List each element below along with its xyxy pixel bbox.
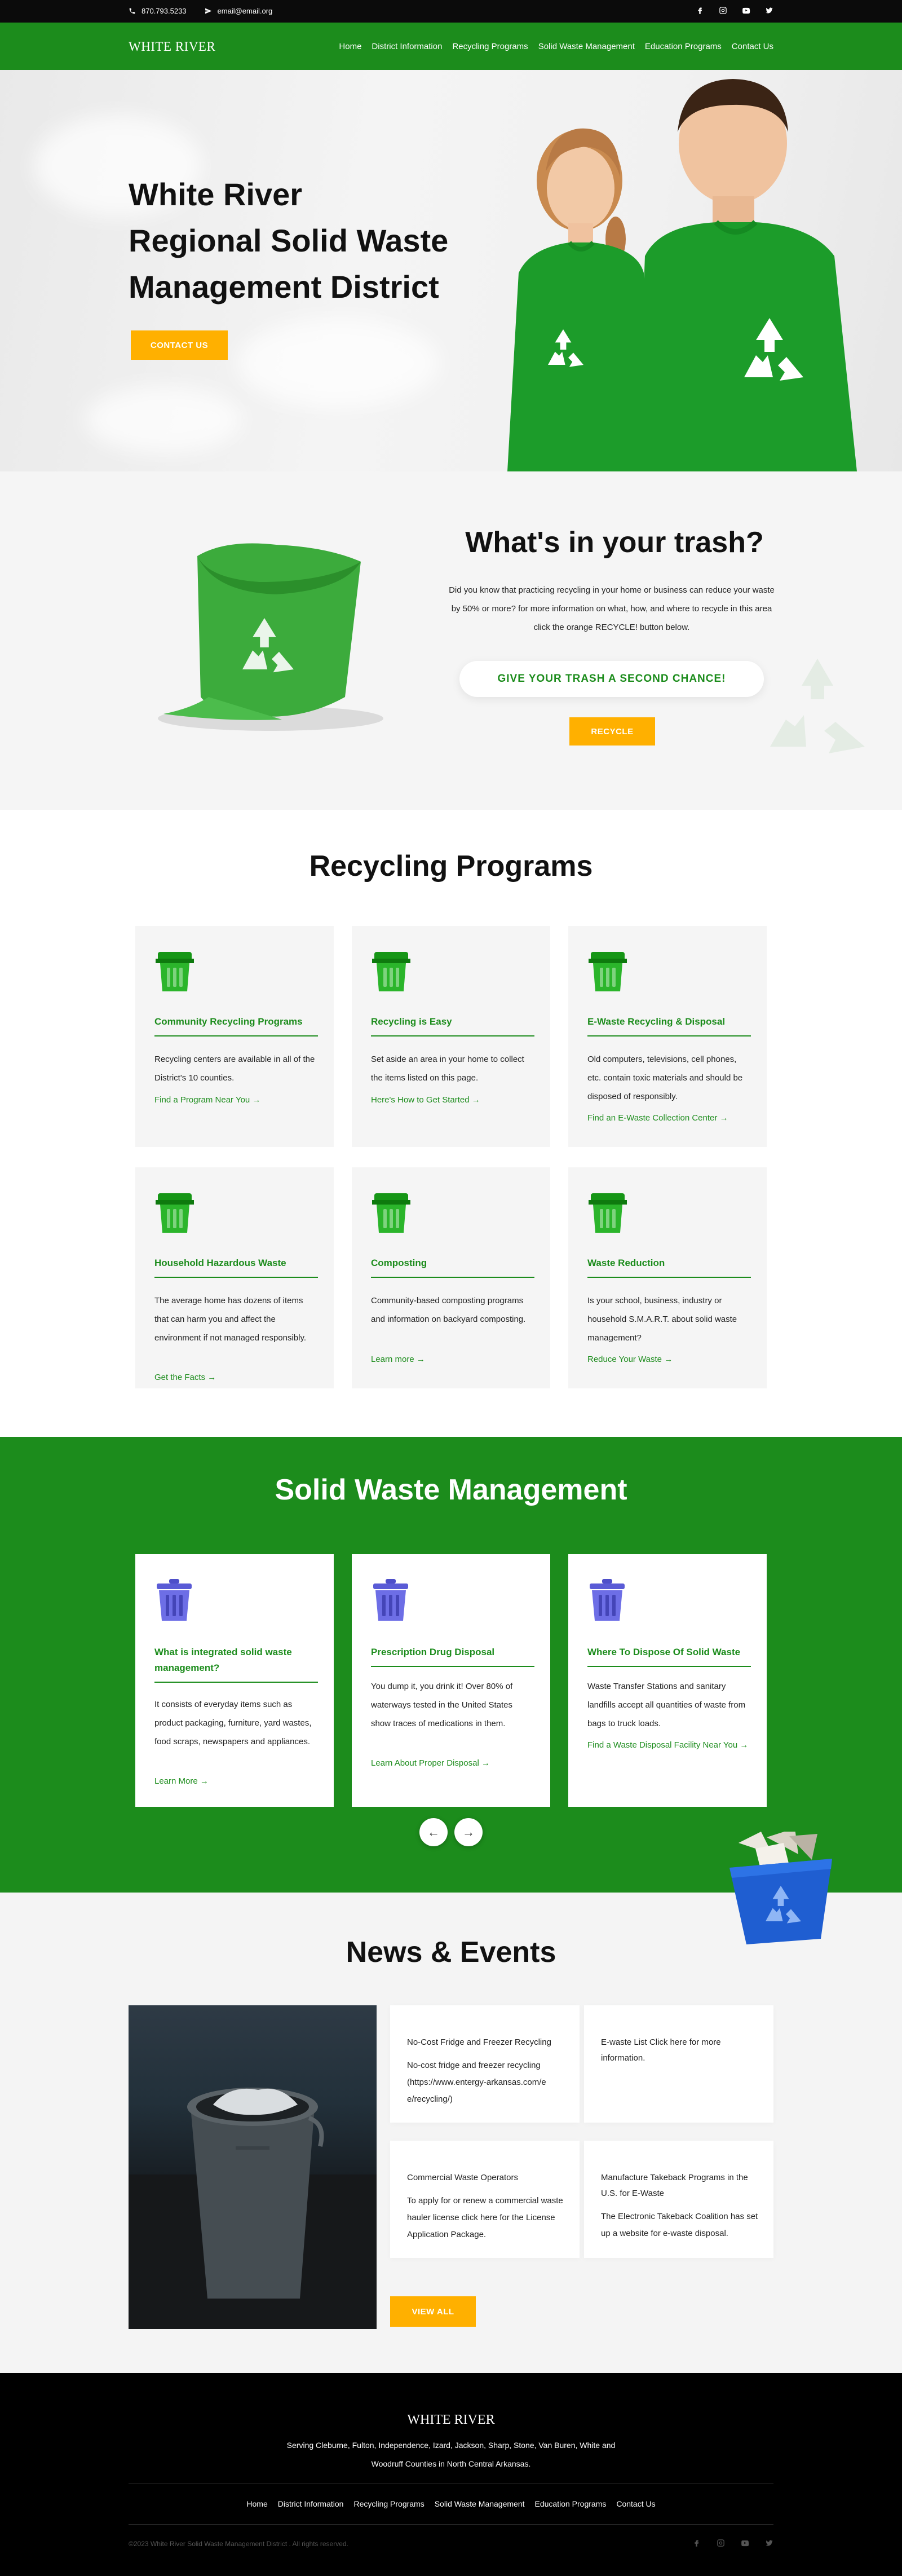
facebook-icon[interactable] [696,6,704,15]
link-label: Learn More [154,1776,198,1786]
solid-waste-card-title: What is integrated solid waste management? [154,1644,318,1683]
program-card [352,926,550,1147]
solid-waste-card-link[interactable] [371,1758,490,1768]
nav-recycling-programs[interactable]: Recycling Programs [452,42,528,51]
send-icon [205,7,212,15]
arrow-right-icon: → [481,1758,490,1768]
program-title: Community Recycling Programs [154,1016,318,1036]
news-card[interactable] [390,2005,580,2123]
background-texture [237,318,440,408]
program-card [568,1167,767,1388]
program-card [352,1167,550,1388]
news-title: E-waste List Click here for more information. [601,2037,721,2063]
link-label: Find a Program Near You [154,1095,250,1105]
footer-nav-contact-us[interactable]: Contact Us [616,2499,656,2508]
recycling-programs-section [0,810,902,1437]
main-navigation [0,23,902,70]
phone-icon [129,7,136,15]
arrow-right-icon: → [200,1776,209,1786]
trash-description: Did you know that practicing recycling in your home or business can reduce your waste by 50% or more? for more information on what, how, and where to recycle in this area click the orange RECYCLE! button below. [449,585,775,632]
recycle-bin-icon [587,1191,628,1234]
programs-heading: Recycling Programs [309,850,593,883]
solid-waste-card [135,1554,334,1807]
footer-logo[interactable]: WHITE RIVER [407,2412,495,2427]
footer-nav-home[interactable]: Home [246,2499,268,2508]
footer-social-links [692,2539,773,2547]
news-card[interactable] [390,2141,580,2258]
recycle-button[interactable]: RECYCLE [569,717,655,746]
recycle-bin-icon [587,950,628,993]
trash-can-photo [129,2005,377,2329]
program-link[interactable] [154,1373,216,1382]
link-label: Find a Waste Disposal Facility Near You [587,1740,738,1750]
solid-waste-heading: Solid Waste Management [275,1474,627,1506]
news-title: Manufacture Takeback Programs in the U.S. for E-Waste [601,2173,748,2198]
copyright-text: ©2023 White River Solid Waste Management District . All rights reserved. [129,2540,348,2548]
link-label: Find an E-Waste Collection Center [587,1113,718,1123]
children-recycling-image [496,70,902,471]
program-description: Is your school, business, industry or household S.M.A.R.T. about solid waste management? [587,1296,737,1343]
news-body: To apply for or renew a commercial waste hauler license click here for the License Application Package. [407,2196,563,2239]
hero-title-line: White River [129,177,303,212]
contact-us-button[interactable]: CONTACT US [131,330,228,360]
arrow-right-icon: → [740,1740,749,1750]
recycle-bin-icon [154,1191,195,1234]
recycle-bin-icon [371,1191,412,1234]
facebook-icon[interactable] [692,2539,701,2547]
trash-can-illustration [129,2005,377,2329]
footer-nav-solid-waste-management[interactable]: Solid Waste Management [434,2499,525,2508]
top-bar [0,0,902,23]
program-link[interactable] [371,1355,425,1364]
view-all-button[interactable]: VIEW ALL [390,2296,476,2327]
program-link[interactable] [154,1095,260,1105]
news-title: Commercial Waste Operators [407,2173,518,2182]
recycle-bin-icon [371,950,412,993]
arrow-right-icon: → [416,1355,425,1364]
arrow-right-icon: → [664,1355,673,1364]
program-description: The average home has dozens of items that can harm you and affect the environment if not managed responsibly. [154,1296,307,1343]
trash-can-icon [154,1579,194,1622]
program-link[interactable] [587,1355,673,1364]
hero-title-line: Management District [129,269,439,305]
carousel-next-button[interactable]: → [454,1818,483,1846]
solid-waste-card-description: It consists of everyday items such as product packaging, furniture, yard wastes, food scraps, newspapers and appliances. [154,1700,312,1746]
youtube-icon[interactable] [741,2539,749,2547]
news-card[interactable] [584,2141,773,2258]
footer-menu [0,2499,902,2508]
twitter-icon[interactable] [765,6,773,15]
arrow-right-icon: → [207,1373,216,1382]
phone-number: 870.793.5233 [142,7,187,15]
news-events-section [0,1893,902,2373]
carousel-prev-button[interactable]: ← [419,1818,448,1846]
news-body: The Electronic Takeback Coalition has set up a website for e-waste disposal. [601,2212,758,2238]
second-chance-banner: GIVE YOUR TRASH A SECOND CHANCE! [459,661,764,697]
program-card [568,926,767,1147]
program-link[interactable] [371,1095,480,1105]
solid-waste-card-description: You dump it, you drink it! Over 80% of waterways tested in the United States show traces of medications in them. [371,1682,513,1728]
program-link[interactable] [587,1113,728,1123]
hero-title-line: Regional Solid Waste [129,223,449,258]
solid-waste-card-title: Prescription Drug Disposal [371,1644,534,1667]
arrow-right-icon: → [252,1095,261,1105]
trash-heading: What's in your trash? [465,526,764,559]
nav-contact-us[interactable]: Contact Us [731,42,773,51]
program-description: Community-based composting programs and information on backyard composting. [371,1296,526,1324]
youtube-icon[interactable] [742,6,750,15]
link-label: Get the Facts [154,1373,206,1382]
solid-waste-card-link[interactable] [587,1740,748,1750]
solid-waste-card [352,1554,550,1807]
solid-waste-card-description: Waste Transfer Stations and sanitary landfills accept all quantities of waste from bags to truck loads. [587,1682,746,1728]
hero-title [129,171,489,310]
program-title: E-Waste Recycling & Disposal [587,1016,751,1036]
program-description: Recycling centers are available in all of the District's 10 counties. [154,1055,315,1083]
footer [0,2373,902,2576]
site-logo[interactable]: WHITE RIVER [129,39,216,54]
instagram-icon[interactable] [717,2539,725,2547]
news-card[interactable] [584,2005,773,2123]
program-title: Waste Reduction [587,1258,751,1278]
program-card [135,926,334,1147]
news-body: No-cost fridge and freezer recycling (https://www.entergy-arkansas.com/e e/recycling/) [407,2061,546,2104]
nav-district-information[interactable]: District Information [372,42,443,51]
footer-nav-recycling-programs[interactable]: Recycling Programs [353,2499,425,2508]
blue-recycle-bin-image [722,1832,846,1944]
recycle-bin-icon [154,950,195,993]
green-trash-bag-image [158,528,395,742]
news-heading: News & Events [346,1936,556,1969]
solid-waste-card [568,1554,767,1807]
trash-section [0,471,902,810]
solid-waste-card-title: Where To Dispose Of Solid Waste [587,1644,751,1667]
recycle-symbol-watermark [761,652,874,765]
email-contact[interactable] [205,7,273,15]
nav-education-programs[interactable]: Education Programs [644,42,722,51]
link-label: Reduce Your Waste [587,1355,662,1364]
footer-nav-education-programs[interactable]: Education Programs [534,2499,607,2508]
footer-nav-district-information[interactable]: District Information [277,2499,344,2508]
link-label: Here's How to Get Started [371,1095,470,1105]
program-title: Composting [371,1258,534,1278]
program-description: Set aside an area in your home to collect the items listed on this page. [371,1055,524,1083]
arrow-right-icon: → [719,1113,728,1123]
link-label: Learn more [371,1355,414,1364]
solid-waste-section [0,1437,902,1893]
link-label: Learn About Proper Disposal [371,1758,479,1768]
program-description: Old computers, televisions, cell phones, etc. contain toxic materials and should be disposed of responsibly. [587,1055,743,1101]
news-title: No-Cost Fridge and Freezer Recycling [407,2037,551,2047]
program-title: Recycling is Easy [371,1016,534,1036]
footer-service-area: Serving Cleburne, Fulton, Independence, Izard, Jackson, Sharp, Stone, Van Buren, White and Woodruff Counties in North Central Arkansas. [286,2441,616,2468]
solid-waste-card-link[interactable] [154,1776,209,1786]
arrow-right-icon: → [471,1095,480,1105]
program-title: Household Hazardous Waste [154,1258,318,1278]
nav-menu [339,42,773,51]
trash-can-icon [371,1579,410,1622]
hero-section [0,70,902,471]
instagram-icon[interactable] [719,6,727,15]
email-address: email@email.org [217,7,273,15]
phone-contact[interactable] [129,7,187,15]
nav-home[interactable]: Home [339,42,362,51]
nav-solid-waste-management[interactable]: Solid Waste Management [538,42,635,51]
trash-can-icon [587,1579,627,1622]
footer-divider [129,2524,773,2525]
twitter-icon[interactable] [765,2539,773,2547]
background-texture [85,386,242,453]
program-card [135,1167,334,1388]
